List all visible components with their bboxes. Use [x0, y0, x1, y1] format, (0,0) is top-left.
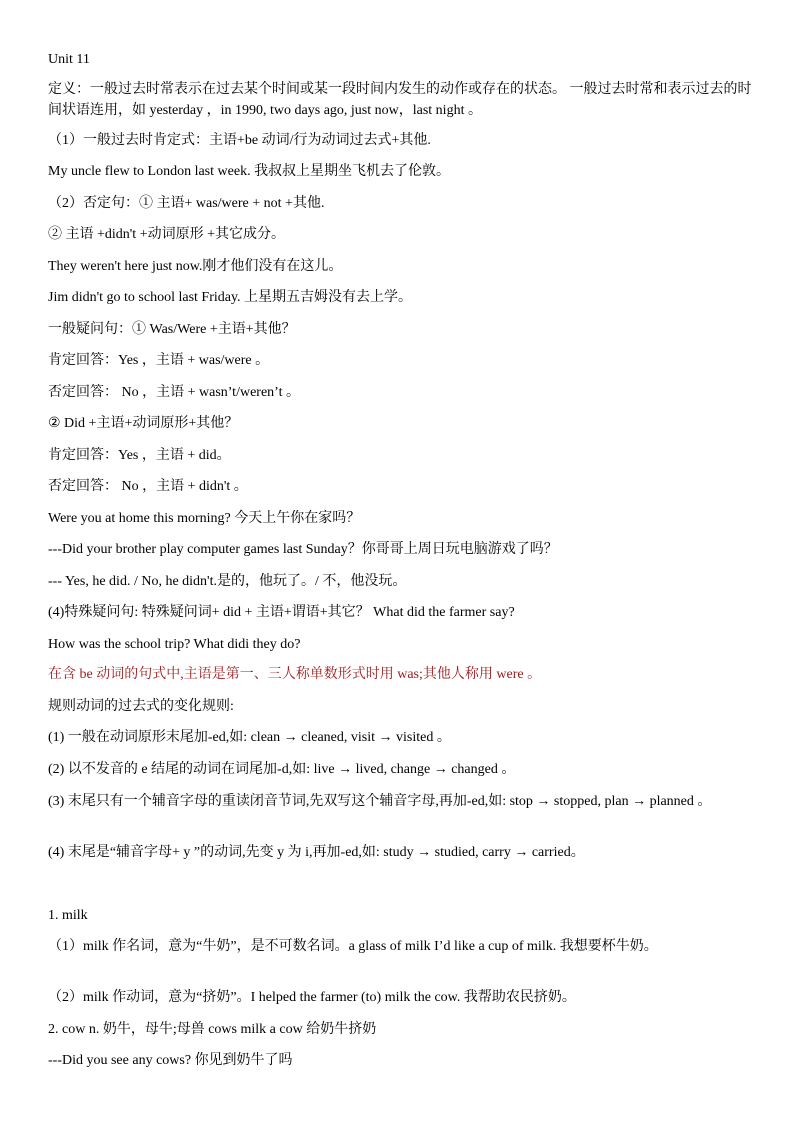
negative-answer: 否定回答： No ，主语 + didn't 。	[48, 479, 248, 494]
example-sentence: Jim didn't go to school last Friday. 上星期五吉姆没有去上学。	[48, 290, 413, 305]
definition-paragraph: 定义：一般过去时常表示在过去某个时间或某一段时间内发生的动作或存在的状态。 一般过去时常和表示过去的时间状语连用，如 yesterday ，in 1990, two days ago, just now，last night 。	[48, 82, 752, 118]
be-verb-note: 在含 be 动词的句式中,主语是第一、三人称单数形式时用 was;其他人称用 were 。	[48, 667, 542, 682]
vocab-sense: （2）milk 作动词，意为“挤奶”。I helped the farmer (to) milk the cow. 我帮助农民挤奶。	[48, 990, 576, 1005]
example-sentence: My uncle flew to London last week. 我叔叔上星期坐飞机去了伦敦。	[48, 164, 451, 179]
example-sentence: How was the school trip? What didi they do?	[48, 637, 301, 652]
rule-item: (1) 一般在动词原形末尾加-ed,如: clean → cleaned, visit → visited 。	[48, 730, 451, 745]
vocab-heading: 2. cow n. 奶牛，母牛;母兽 cows milk a cow 给奶牛挤奶	[48, 1022, 377, 1037]
negative-rule-1: （2）否定句：① 主语+ was/were + not +其他.	[48, 196, 325, 211]
rule-item: (2) 以不发音的 e 结尾的动词在词尾加-d,如: live → lived, change → changed 。	[48, 762, 516, 777]
affirmative-rule: （1）一般过去时肯定式：主语+be 动词/行为动词过去式+其他.	[48, 133, 431, 148]
example-sentence: Were you at home this morning? 今天上午你在家吗？	[48, 511, 361, 526]
negative-rule-2: ② 主语 +didn't +动词原形 +其它成分。	[48, 227, 285, 242]
vocab-sense: （1）milk 作名词，意为“牛奶”，是不可数名词。a glass of milk I’d like a cup of milk. 我想要杯牛奶。	[48, 939, 658, 954]
unit-heading: Unit 11	[48, 52, 90, 67]
special-question-rule: (4)特殊疑问句: 特殊疑问词+ did + 主语+谓语+其它？ What did the farmer say?	[48, 605, 515, 620]
question-rule-2: ② Did +主语+动词原形+其他？	[48, 416, 239, 431]
vocab-heading: 1. milk	[48, 908, 88, 923]
example-sentence: ---Did you see any cows? 你见到奶牛了吗	[48, 1053, 293, 1068]
dialogue-line: --- Yes, he did. / No, he didn't.是的，他玩了。/ 不，他没玩。	[48, 574, 407, 589]
affirmative-answer: 肯定回答：Yes ，主语 + was/were 。	[48, 353, 270, 368]
affirmative-answer: 肯定回答：Yes ，主语 + did。	[48, 448, 231, 463]
rules-heading: 规则动词的过去式的变化规则:	[48, 699, 234, 714]
rule-item: (4) 末尾是“辅音字母+ y ”的动词,先变 y 为 i,再加-ed,如: study → studied, carry → carried。	[48, 845, 585, 860]
example-sentence: They weren't here just now.刚才他们没有在这儿。	[48, 259, 343, 274]
question-rule-1: 一般疑问句：① Was/Were +主语+其他？	[48, 322, 296, 337]
dialogue-line: ---Did your brother play computer games last Sunday？你哥哥上周日玩电脑游戏了吗？	[48, 542, 558, 557]
negative-answer: 否定回答： No ，主语 + wasn’t/weren’t 。	[48, 385, 300, 400]
rule-item: (3) 末尾只有一个辅音字母的重读闭音节词,先双写这个辅音字母,再加-ed,如: stop → stopped, plan → planned 。	[48, 794, 712, 809]
